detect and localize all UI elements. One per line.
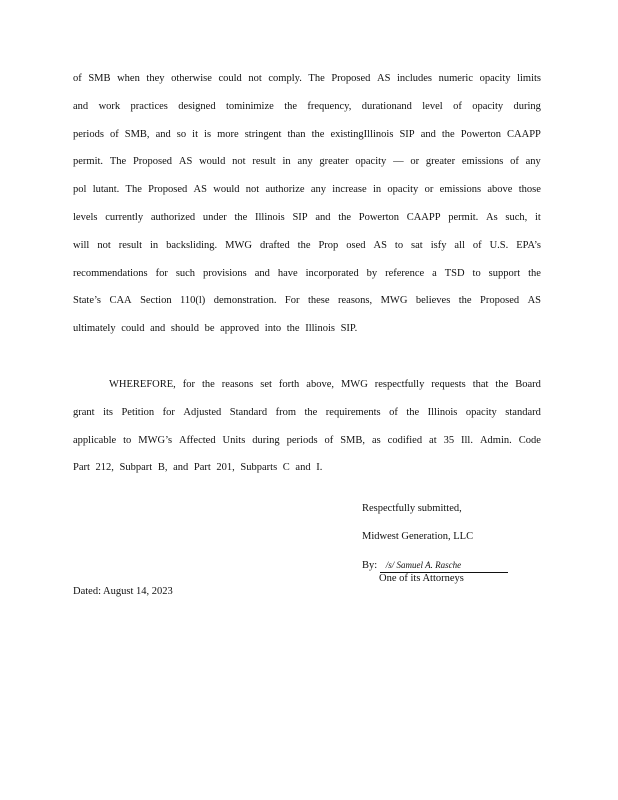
paragraph-line: ultimately could and should be approved into the Illinois SIP. bbox=[73, 323, 358, 335]
paragraph-line: periods of SMB, and so it is more stringent than the existingIllinois SIP and the Powerton CAAPP bbox=[73, 128, 541, 140]
date-line: Dated: August 14, 2023 bbox=[73, 586, 173, 597]
paragraph-line: State’s CAA Section 110(l) demonstration. For these reasons, MWG believes the Proposed AS bbox=[73, 295, 541, 307]
signature-company: Midwest Generation, LLC bbox=[362, 531, 474, 542]
signed-name: /s/ Samuel A. Rasche bbox=[385, 560, 462, 570]
signature-role: One of its Attorneys bbox=[379, 573, 464, 584]
paragraph-line: pol lutant. The Proposed AS would not authorize any increase in opacity or emissions above those bbox=[73, 184, 541, 196]
paragraph-line: will not result in backsliding. MWG drafted the Prop osed AS to sat isfy all of U.S. EPA’s bbox=[73, 239, 541, 251]
paragraph-line: of SMB when they otherwise could not comply. The Proposed AS includes numeric opacity limits bbox=[73, 73, 541, 84]
paragraph-line: grant its Petition for Adjusted Standard from the requirements of the Illinois opacity standard bbox=[73, 406, 541, 418]
paragraph-line: Part 212, Subpart B, and Part 201, Subparts C and I. bbox=[73, 462, 323, 474]
signature-closing: Respectfully submitted, bbox=[362, 503, 462, 514]
signature-by-line bbox=[362, 558, 461, 572]
paragraph-line: levels currently authorized under the Illinois SIP and the Powerton CAAPP permit. As such, it bbox=[73, 212, 541, 223]
paragraph-line: permit. The Proposed AS would not result in any greater opacity — or greater emissions of any bbox=[73, 156, 541, 168]
paragraph-line: recommendations for such provisions and have incorporated by reference a TSD to support the bbox=[73, 267, 541, 279]
paragraph-line: WHEREFORE, for the reasons set forth above, MWG respectfully requests that the Board bbox=[109, 379, 541, 390]
by-label: By: bbox=[362, 560, 378, 571]
paragraph-line: applicable to MWG’s Affected Units during periods of SMB, as codified at 35 Ill. Admin. Code bbox=[73, 434, 541, 446]
paragraph-line: and work practices designed tominimize the frequency, durationand level of opacity during bbox=[73, 100, 541, 112]
